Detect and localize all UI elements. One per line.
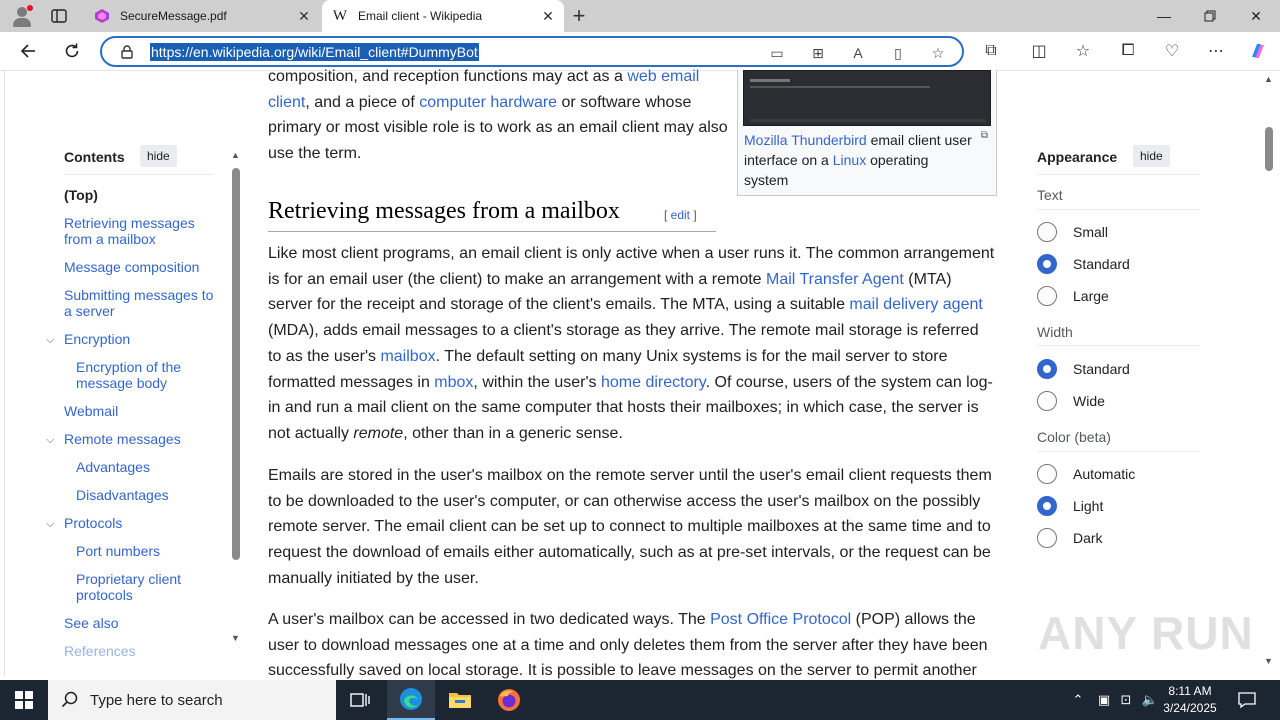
text: (POP) allows the user to download messages one at a time and only deletes them from the server after they have been successfully saved on local storage. It is possible to leave messages on the server to permit another — [268, 611, 988, 680]
appearance-panel — [1037, 0, 1200, 600]
page-edge — [4, 70, 5, 676]
appearance-title: Appearance — [1037, 149, 1118, 165]
clock[interactable] — [1154, 683, 1226, 717]
url-text[interactable]: https://en.wikipedia.org/wiki/Email_client#DummyBot — [151, 44, 478, 60]
copilot-icon[interactable] — [1248, 41, 1268, 61]
link-home-directory[interactable]: home directory — [600, 373, 706, 391]
radio-color-light[interactable] — [1037, 496, 1103, 516]
toc-hide-button[interactable]: hide — [140, 145, 177, 167]
profile-icon[interactable] — [10, 4, 34, 28]
figure-caption — [744, 130, 974, 190]
performance-icon[interactable]: ♡ — [1164, 43, 1180, 60]
text: (MTA) server for the receipt and storage of the client's emails. The MTA, using a suitable — [268, 270, 952, 314]
close-window-button[interactable]: ✕ — [1250, 7, 1262, 24]
toc-item-port-numbers[interactable]: Port numbers — [76, 543, 161, 559]
radio-label: Dark — [1073, 530, 1103, 546]
group-label-width: Width — [1037, 324, 1073, 340]
radio-color-dark[interactable] — [1037, 528, 1103, 548]
text: or software whose — [557, 93, 692, 111]
new-tab-button[interactable]: + — [572, 3, 586, 28]
link-mta[interactable]: Mail Transfer Agent — [766, 270, 904, 288]
scroll-up-icon[interactable]: ▲ — [231, 150, 240, 160]
text: Like most client programs, an email client is only active when a user runs it. The common arrangement is for an email user (the client) to make an arrangement with a remote — [268, 245, 995, 288]
notifications-icon[interactable] — [1236, 680, 1258, 720]
search-icon — [60, 690, 80, 710]
radio-label: Standard — [1073, 361, 1130, 377]
radio-width-standard[interactable] — [1037, 359, 1130, 379]
toc-item-encryption-body[interactable]: Encryption of the message body — [76, 359, 182, 391]
group-label-color: Color (beta) — [1037, 429, 1111, 445]
radio-label: Small — [1073, 224, 1109, 240]
anyrun-watermark: ANY RUN — [1038, 607, 1254, 659]
text: A user's mailbox can be accessed in two dedicated ways. The — [268, 611, 711, 628]
toc-item-label: Remote messages — [64, 431, 181, 447]
text: composition, and reception functions may act as a — [268, 68, 628, 85]
windows-start-icon[interactable] — [0, 680, 48, 720]
firefox-icon[interactable] — [485, 680, 533, 720]
radio-color-automatic[interactable] — [1037, 464, 1135, 484]
toc-item-disadvantages[interactable]: Disadvantages — [76, 487, 169, 503]
toc-item-protocols[interactable] — [46, 515, 214, 531]
split-screen-icon[interactable]: ◫ — [1031, 43, 1047, 60]
appearance-hide-button[interactable]: hide — [1133, 145, 1170, 167]
text: . Of course, users of the system can log-in and run a mail client on the same computer that hosts their mailboxes; in which case, the server is not actually — [268, 373, 993, 442]
scroll-down-icon[interactable]: ▼ — [231, 633, 240, 643]
link-pop[interactable]: Post Office Protocol — [710, 611, 852, 628]
radio-text-standard[interactable] — [1037, 254, 1130, 274]
clock-time: 8:11 AM — [1168, 684, 1212, 698]
immersive-reader-icon[interactable]: ▯ — [894, 44, 902, 61]
radio-checked-icon[interactable] — [1037, 254, 1057, 274]
text: , other than in a generic sense. — [403, 424, 623, 442]
toc-item-top[interactable]: (Top) — [64, 187, 98, 203]
divider — [1037, 345, 1200, 346]
toc-title: Contents — [64, 149, 125, 165]
text: email client user interface on a — [744, 132, 972, 168]
radio-checked-icon[interactable] — [1037, 496, 1057, 516]
apps-icon[interactable]: ⊞ — [812, 44, 824, 61]
edit-link[interactable]: [ edit ] — [664, 208, 697, 222]
back-button[interactable] — [15, 39, 41, 63]
radio-label: Wide — [1073, 393, 1105, 409]
thunderbird-screenshot-image[interactable] — [743, 70, 991, 126]
file-explorer-icon[interactable] — [436, 680, 484, 720]
text: operating system — [744, 152, 929, 188]
radio-unchecked-icon[interactable] — [1037, 286, 1057, 306]
link-mda[interactable]: mail delivery agent — [849, 296, 983, 314]
tab-title: Email client - Wikipedia — [358, 9, 483, 23]
taskbar-search[interactable] — [48, 680, 336, 720]
link-web-email-client[interactable]: client — [268, 93, 306, 111]
link-linux[interactable]: Linux — [832, 152, 867, 168]
close-tab-icon[interactable]: ✕ — [542, 7, 554, 24]
heading-underline — [268, 231, 716, 232]
link-thunderbird[interactable]: Mozilla Thunderbird — [744, 132, 867, 148]
radio-unchecked-icon[interactable] — [1037, 464, 1057, 484]
tab-title: SecureMessage.pdf — [120, 9, 227, 23]
thunderbird-figure — [737, 70, 997, 196]
toc-item-composition[interactable]: Message composition — [64, 259, 200, 275]
toc-item-webmail[interactable]: Webmail — [64, 403, 119, 419]
read-aloud-icon[interactable]: A — [853, 45, 863, 61]
radio-label: Standard — [1073, 256, 1130, 272]
radio-checked-icon[interactable] — [1037, 359, 1057, 379]
divider — [64, 174, 214, 175]
enlarge-icon[interactable]: ⧉ — [980, 130, 988, 141]
edge-taskbar-icon[interactable] — [387, 680, 435, 720]
scrollbar-thumb[interactable] — [1265, 127, 1273, 171]
minimize-button[interactable]: — — [1157, 8, 1171, 24]
divider — [1037, 209, 1200, 210]
table-of-contents — [46, 0, 244, 659]
intro-paragraph — [268, 64, 728, 167]
radio-text-small[interactable] — [1037, 222, 1108, 242]
radio-label: Light — [1073, 498, 1104, 514]
divider — [1037, 451, 1200, 452]
toc-item-advantages[interactable]: Advantages — [76, 459, 150, 475]
search-placeholder: Type here to search — [90, 691, 223, 709]
radio-label: Large — [1073, 288, 1109, 304]
volume-icon[interactable]: 🔈 — [1141, 692, 1159, 707]
divider — [1037, 174, 1200, 175]
chevron-down-icon[interactable]: ⌵ — [46, 334, 55, 346]
device-tray-icon[interactable]: ▣ — [1097, 692, 1111, 707]
paragraph-2: Emails are stored in the user's mailbox on the remote server until the user's email client requests them to be downloaded to the user's computer, or can otherwise access the user's mailbox on the possibly remote server. The email client can be set up to connect to multiple mailboxes at the same time and to request the download of emails either automatically, such as at pre-set intervals, or the request can be manually initiated by the user. — [268, 467, 992, 587]
toc-item-proprietary[interactable]: Proprietary client protocols — [76, 571, 182, 603]
network-icon[interactable]: ⊡ — [1120, 692, 1132, 707]
link-web-email[interactable]: web email — [627, 68, 700, 85]
taskbar — [0, 680, 1280, 720]
link-mbox[interactable]: mbox — [434, 373, 474, 391]
extensions-icon[interactable]: ⧉ — [985, 42, 997, 59]
more-menu-icon[interactable]: ⋯ — [1208, 43, 1224, 60]
section-heading: Retrieving messages from a mailbox — [268, 198, 620, 224]
radio-unchecked-icon[interactable] — [1037, 528, 1057, 548]
scroll-up-icon[interactable]: ▲ — [1264, 74, 1273, 84]
toc-item-label: Encryption — [64, 331, 131, 347]
text: . The default setting on many Unix systems is for the mail server to store formatted messages in — [268, 347, 948, 391]
device-icon[interactable]: ▭ — [770, 44, 784, 61]
edit-label[interactable]: edit — [670, 208, 691, 222]
link-mailbox[interactable]: mailbox — [380, 347, 436, 365]
emphasis: remote — [353, 424, 404, 442]
scrollbar-thumb[interactable] — [232, 168, 240, 560]
favorites-icon[interactable]: ☆ — [1075, 43, 1091, 60]
wikipedia-favicon-icon: W — [332, 7, 348, 24]
toc-item-encryption[interactable] — [46, 331, 214, 347]
text: use the term. — [268, 145, 362, 163]
radio-label: Automatic — [1073, 466, 1136, 482]
toc-item-submitting[interactable]: Submitting messages to a server — [64, 287, 214, 319]
radio-width-wide[interactable] — [1037, 391, 1105, 411]
text: , within the user's — [473, 373, 601, 391]
collections-icon[interactable]: ⧠ — [1121, 42, 1135, 59]
task-view-icon[interactable] — [336, 680, 384, 720]
radio-text-large[interactable] — [1037, 286, 1109, 306]
favorite-star-icon[interactable]: ☆ — [931, 44, 945, 61]
paragraph-1 — [268, 241, 996, 447]
toc-item-references[interactable]: References — [64, 643, 136, 659]
toc-item-remote-messages[interactable] — [46, 431, 214, 447]
group-label-text: Text — [1037, 187, 1063, 203]
toc-item-retrieving[interactable]: Retrieving messages from a mailbox — [64, 215, 195, 247]
radio-unchecked-icon[interactable] — [1037, 391, 1057, 411]
chevron-down-icon[interactable]: ⌵ — [46, 518, 55, 530]
toc-scrollbar[interactable] — [230, 150, 242, 650]
toc-item-label: Protocols — [64, 515, 123, 531]
page-scrollbar[interactable] — [1262, 70, 1276, 676]
text: , and a piece of — [305, 93, 420, 111]
scroll-down-icon[interactable]: ▼ — [1264, 656, 1273, 666]
text: primary or most visible role is to work as an email client may also — [268, 119, 728, 137]
chevron-up-icon[interactable]: ⌃ — [1072, 692, 1084, 707]
toc-item-see-also[interactable]: See also — [64, 615, 119, 631]
text: (MDA), adds email messages to a client's storage as they arrive. The remote mail storage is referred to as the user's — [268, 322, 979, 365]
radio-unchecked-icon[interactable] — [1037, 222, 1057, 242]
chevron-down-icon[interactable]: ⌵ — [46, 434, 55, 446]
close-tab-icon[interactable]: ✕ — [298, 7, 310, 24]
clock-date: 3/24/2025 — [1163, 701, 1217, 715]
link-computer-hardware[interactable]: computer hardware — [419, 93, 558, 111]
